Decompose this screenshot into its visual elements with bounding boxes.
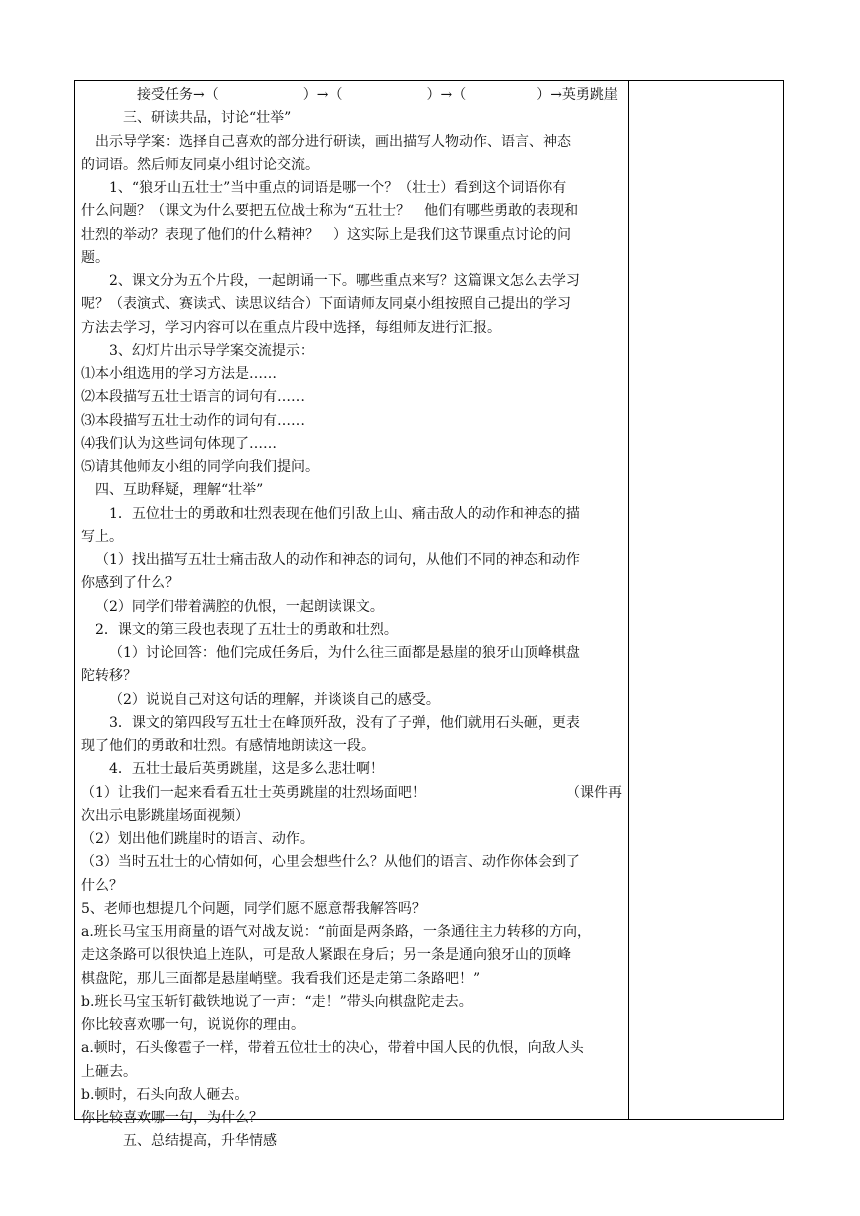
text-line: 1．五位壮士的勇敢和壮烈表现在他们引敌上山、痛击敌人的动作和神态的描 xyxy=(109,505,580,522)
text-line: 4．五壮士最后英勇跳崖，这是多么悲壮啊！ xyxy=(109,761,384,778)
text-line: 出示导学案：选择自己喜欢的部分进行研读，画出描写人物动作、语言、神态 xyxy=(95,133,571,150)
notes-cell xyxy=(629,81,783,1119)
text-line: 陀转移？ xyxy=(81,668,137,685)
task-flow-line: 接受任务→（ ）→（ ）→（ ）→英勇跳崖 xyxy=(137,87,618,103)
text-line: （2）说说自己对这句话的理解，并谈谈自己的感受。 xyxy=(109,691,440,708)
text-line: 你比较喜欢哪一句，为什么？ xyxy=(81,1110,263,1126)
text-line: 走这条路可以很快追上连队，可是敌人紧跟在身后；另一条是通向狼牙山的顶峰 xyxy=(81,947,571,964)
text-line: 呢？（表演式、赛读式、读思议结合）下面请师友同桌小组按照自己提出的学习 xyxy=(81,296,571,313)
list-item: ⑴本小组选用的学习方法是…… xyxy=(81,366,277,382)
section-heading-3: 三、研读共品，讨论“壮举” xyxy=(123,110,292,127)
text-line: 你比较喜欢哪一句，说说你的理由。 xyxy=(81,1017,305,1033)
text-line: 棋盘陀，那儿三面都是悬崖峭壁。我看我们还是走第二条路吧！” xyxy=(81,970,481,987)
text-line: （1）找出描写五壮士痛击敌人的动作和神态的词句，从他们不同的神态和动作 xyxy=(95,552,580,568)
text-line: 写上。 xyxy=(81,528,123,545)
text-line: 什么问题？（课文为什么要把五位战士称为“五壮士？ 他们有哪些勇敢的表现和 xyxy=(81,203,579,220)
text-line: 次出示电影跳崖场面视频） xyxy=(81,807,249,824)
text-line: （1）讨论回答：他们完成任务后，为什么往三面都是悬崖的狼牙山顶峰棋盘 xyxy=(109,645,580,661)
list-item: ⑸请其他师友小组的同学向我们提问。 xyxy=(81,459,319,475)
section-heading-4: 四、互助释疑，理解“壮举” xyxy=(95,482,264,499)
video-note-line xyxy=(81,782,622,805)
text-line: 现了他们的勇敢和壮烈。有感情地朗读这一段。 xyxy=(81,738,375,754)
list-item: ⑵本段描写五壮士语言的词句有…… xyxy=(81,389,305,406)
text-line: a.班长马宝玉用商量的语气对战友说：“前面是两条路，一条通往主力转移的方向， xyxy=(81,924,591,940)
text-line: 5、老师也想提几个问题，同学们愿不愿意帮我解答吗？ xyxy=(81,900,426,917)
text-line: 题。 xyxy=(81,249,109,266)
text-segment: （课件再 xyxy=(566,784,622,801)
text-line: 的词语。然后师友同桌小组讨论交流。 xyxy=(81,156,319,173)
text-line: 1、“狼牙山五壮士”当中重点的词语是哪一个？（壮士）看到这个词语你有 xyxy=(109,180,567,196)
section-heading-5: 五、总结提高，升华情感 xyxy=(123,1133,277,1150)
text-line: 2、课文分为五个片段，一起朗诵一下。哪些重点来写？这篇课文怎么去学习 xyxy=(109,273,580,289)
text-line: 壮烈的举动？表现了他们的什么精神？ ）这实际上是我们这节课重点讨论的问 xyxy=(81,226,571,243)
text-line: b.顿时，石头向敌人砸去。 xyxy=(81,1086,249,1103)
text-line: 你感到了什么？ xyxy=(81,575,179,592)
text-line: 方法去学习，学习内容可以在重点片段中选择，每组师友进行汇报。 xyxy=(81,319,501,336)
list-item: ⑷我们认为这些词句体现了…… xyxy=(81,435,277,452)
text-line: （2）同学们带着满腔的仇恨，一起朗读课文。 xyxy=(95,598,384,615)
text-line: 2．课文的第三段也表现了五壮士的勇敢和壮烈。 xyxy=(95,621,398,638)
lesson-content-cell xyxy=(75,81,628,1150)
text-line: （2）划出他们跳崖时的语言、动作。 xyxy=(81,831,314,847)
text-line: 什么？ xyxy=(81,877,123,894)
text-line: a.顿时，石头像雹子一样，带着五位壮士的决心，带着中国人民的仇恨，向敌人头 xyxy=(81,1040,584,1057)
text-line: （3）当时五壮士的心情如何，心里会想些什么？从他们的语言、动作你体会到了 xyxy=(81,854,580,871)
text-line: b.班长马宝玉斩钉截铁地说了一声：“走！”带头向棋盘陀走去。 xyxy=(81,993,473,1010)
lesson-table xyxy=(74,80,784,1150)
text-line: 3、幻灯片出示导学案交流提示： xyxy=(109,342,314,359)
list-item: ⑶本段描写五壮士动作的词句有…… xyxy=(81,412,305,429)
text-line: 上砸去。 xyxy=(81,1063,137,1080)
text-line: 3．课文的第四段写五壮士在峰顶歼敌，没有了子弹，他们就用石头砸，更表 xyxy=(109,714,580,731)
text-segment: （1）让我们一起来看看五壮士英勇跳崖的壮烈场面吧！ xyxy=(81,784,426,801)
